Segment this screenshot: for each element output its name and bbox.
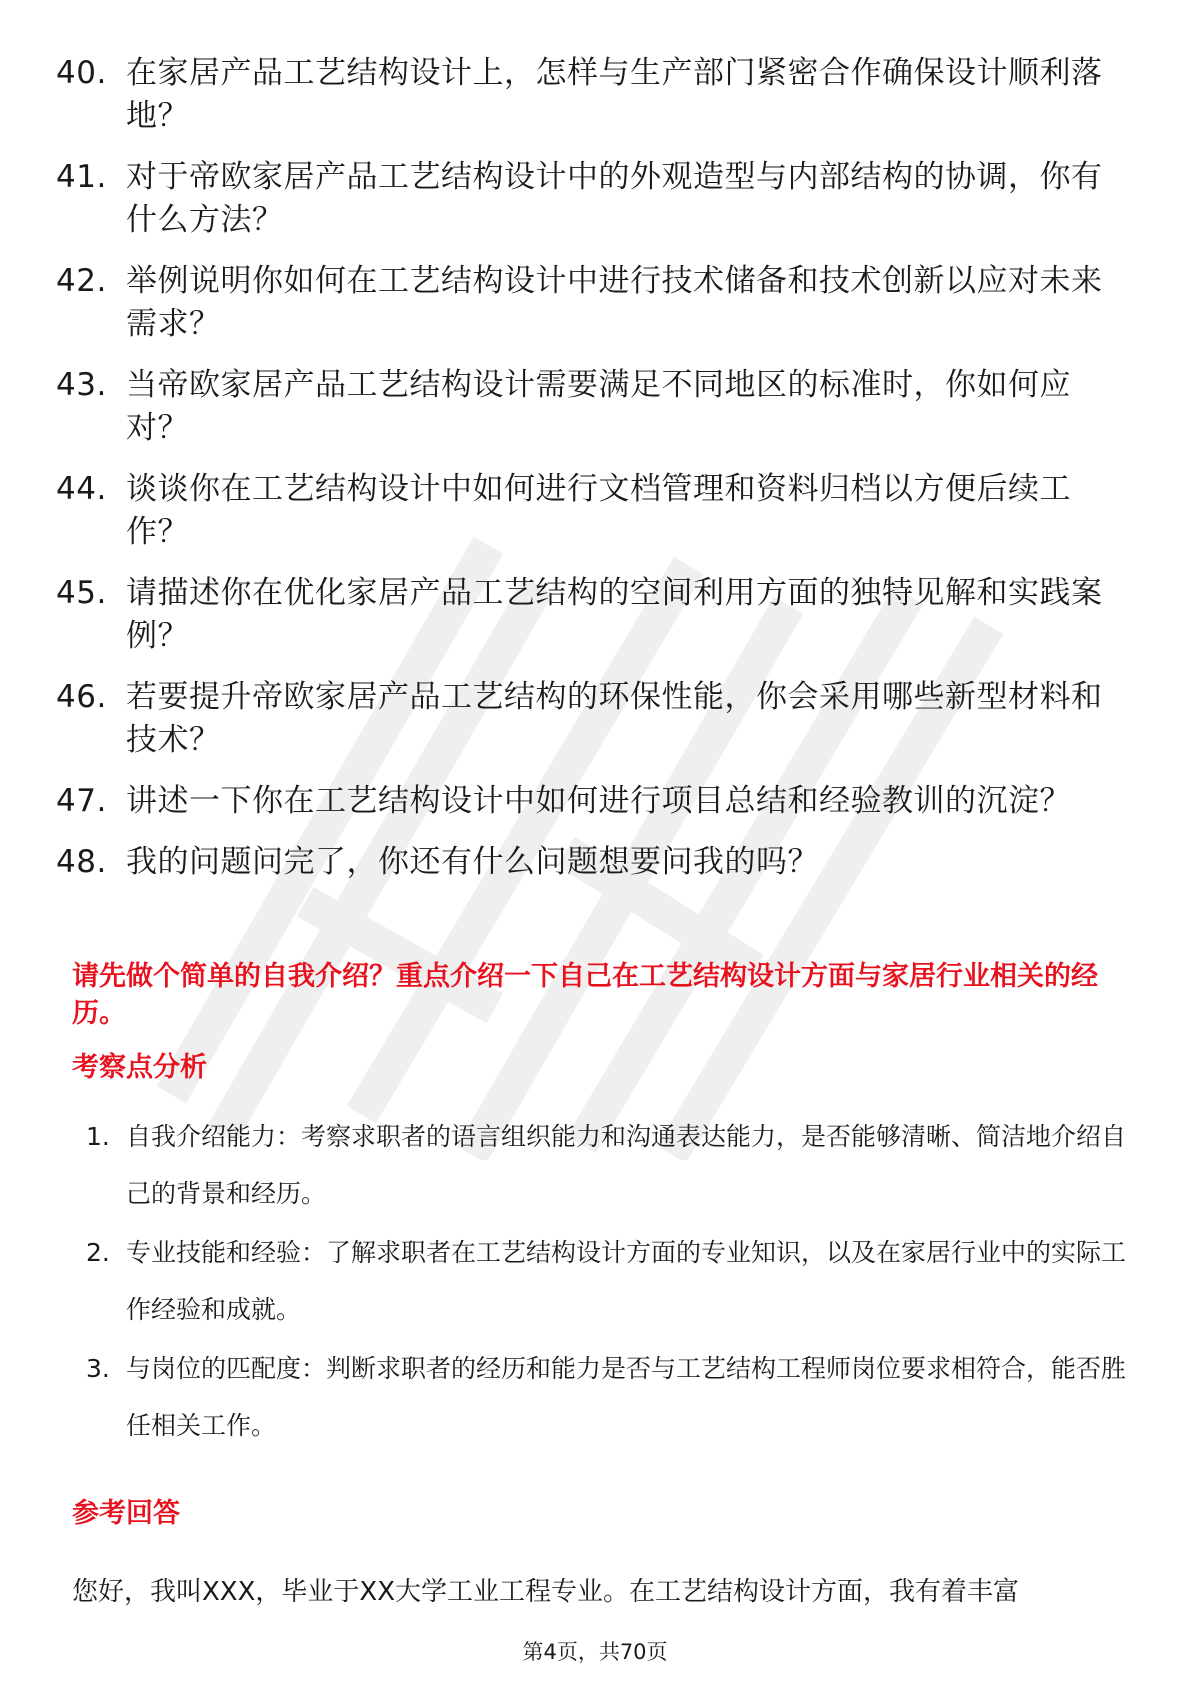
list-item bbox=[56, 572, 1116, 658]
question-list bbox=[56, 52, 1116, 902]
question-number: 46. bbox=[56, 679, 107, 715]
question-number: 44. bbox=[56, 471, 107, 507]
question-text: 若要提升帝欧家居产品工艺结构的环保性能，你会采用哪些新型材料和技术？ bbox=[126, 679, 1103, 758]
question-text: 举例说明你如何在工艺结构设计中进行技术储备和技术创新以应对未来需求？ bbox=[126, 263, 1103, 342]
list-item bbox=[56, 841, 1116, 884]
question-number: 41. bbox=[56, 159, 107, 195]
list-item bbox=[86, 1108, 1126, 1222]
question-number: 43. bbox=[56, 367, 107, 403]
question-text: 谈谈你在工艺结构设计中如何进行文档管理和资料归档以方便后续工作？ bbox=[126, 471, 1071, 550]
question-number: 47. bbox=[56, 783, 107, 819]
question-number: 42. bbox=[56, 263, 107, 299]
question-text: 请描述你在优化家居产品工艺结构的空间利用方面的独特见解和实践案例？ bbox=[126, 575, 1103, 654]
question-number: 48. bbox=[56, 844, 107, 880]
question-number: 45. bbox=[56, 575, 107, 611]
question-text: 讲述一下你在工艺结构设计中如何进行项目总结和经验教训的沉淀？ bbox=[126, 783, 1071, 819]
question-text: 当帝欧家居产品工艺结构设计需要满足不同地区的标准时，你如何应对？ bbox=[126, 367, 1071, 446]
list-item bbox=[56, 156, 1116, 242]
list-item bbox=[86, 1340, 1126, 1454]
analysis-title: 考察点分析 bbox=[72, 1052, 207, 1083]
analysis-text: 自我介绍能力：考察求职者的语言组织能力和沟通表达能力，是否能够清晰、简洁地介绍自己的背景和经历。 bbox=[126, 1122, 1127, 1208]
analysis-list bbox=[86, 1108, 1126, 1456]
question-text: 在家居产品工艺结构设计上，怎样与生产部门紧密合作确保设计顺利落地？ bbox=[126, 55, 1103, 134]
list-item bbox=[56, 260, 1116, 346]
list-item bbox=[86, 1224, 1126, 1338]
list-item bbox=[56, 364, 1116, 450]
analysis-text: 专业技能和经验：了解求职者在工艺结构设计方面的专业知识，以及在家居行业中的实际工作经验和成就。 bbox=[126, 1238, 1127, 1324]
page-footer: 第4页，共70页 bbox=[522, 1640, 668, 1664]
analysis-text: 与岗位的匹配度：判断求职者的经历和能力是否与工艺结构工程师岗位要求相符合，能否胜任相关工作。 bbox=[126, 1354, 1127, 1440]
list-item bbox=[56, 676, 1116, 762]
list-item bbox=[56, 52, 1116, 138]
analysis-number: 1. bbox=[86, 1122, 110, 1151]
analysis-number: 3. bbox=[86, 1354, 110, 1383]
analysis-number: 2. bbox=[86, 1238, 110, 1267]
question-number: 40. bbox=[56, 55, 107, 91]
reference-answer: 您好，我叫XXX，毕业于XX大学工业工程专业。在工艺结构设计方面，我有着丰富 bbox=[72, 1577, 1020, 1607]
question-text: 我的问题问完了，你还有什么问题想要问我的吗？ bbox=[126, 844, 819, 880]
question-text: 对于帝欧家居产品工艺结构设计中的外观造型与内部结构的协调，你有什么方法？ bbox=[126, 159, 1103, 238]
list-item bbox=[56, 780, 1116, 823]
highlight-question: 请先做个简单的自我介绍？重点介绍一下自己在工艺结构设计方面与家居行业相关的经历。 bbox=[72, 961, 1098, 1029]
list-item bbox=[56, 468, 1116, 554]
reference-title: 参考回答 bbox=[72, 1498, 180, 1529]
